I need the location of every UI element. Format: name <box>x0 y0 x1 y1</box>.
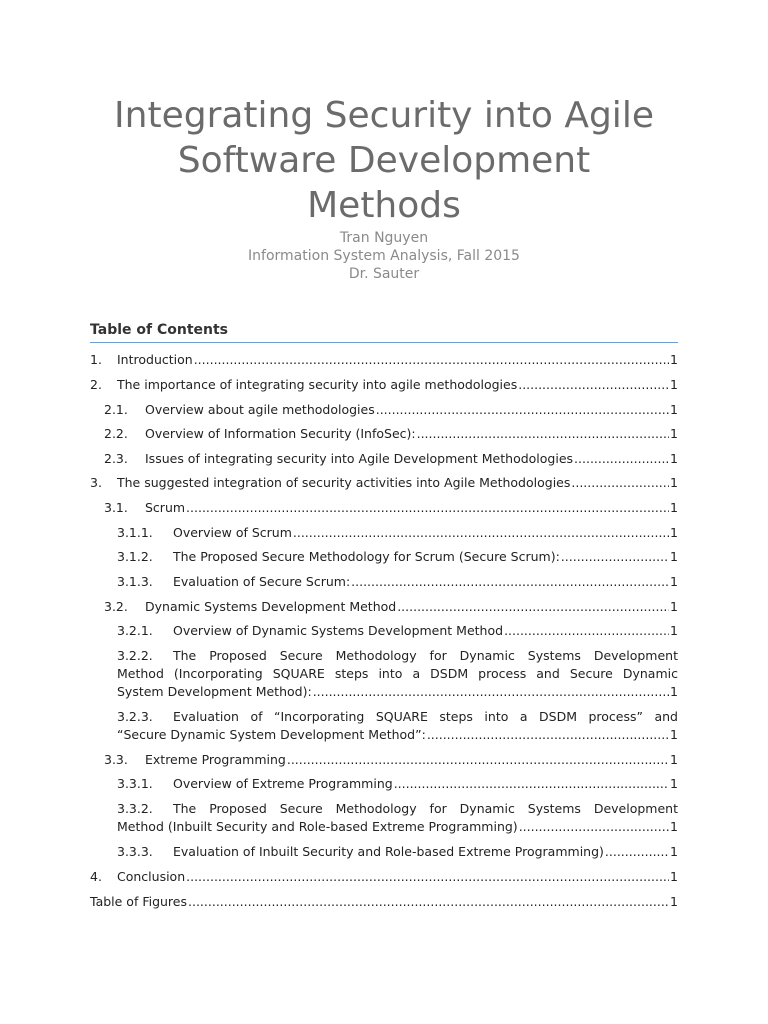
toc-entry-number: 3.1.3. <box>117 574 153 589</box>
toc-entry-3[interactable] <box>90 474 678 492</box>
toc-entry-number: 3.3.1. <box>117 776 153 791</box>
toc-leader <box>427 726 669 744</box>
toc-page-number: 1 <box>670 599 678 614</box>
toc-entry-3-1-2[interactable] <box>117 548 678 566</box>
toc-entry-text: Dynamic Systems Development Method <box>145 599 397 614</box>
toc-entry-text: The suggested integration of security activities into Agile Methodologies <box>117 475 571 490</box>
toc-entry-number: 2.3. <box>104 451 128 466</box>
toc-entry-3-1[interactable] <box>104 499 678 517</box>
toc-entry-line <box>117 708 678 726</box>
toc-entry-3-3[interactable] <box>104 751 678 769</box>
toc-page-number: 1 <box>670 402 678 417</box>
toc-leader <box>397 598 669 616</box>
toc-entry-number: 3.2.3. <box>117 709 153 724</box>
title-line-1: Integrating Security into Agile <box>114 95 654 136</box>
toc-entry-3-3-1[interactable] <box>117 775 678 793</box>
toc-entry-text: Table of Figures <box>90 894 187 909</box>
toc-entry-3-3-2[interactable] <box>117 800 678 836</box>
toc-entry-text: Overview about agile methodologies <box>145 402 375 417</box>
toc-entry-number: 2. <box>90 377 102 392</box>
instructor-name: Dr. Sauter <box>348 266 420 282</box>
toc-page-number: 1 <box>670 451 678 466</box>
toc-entry-number: 3.2.2. <box>117 648 153 663</box>
toc-entry-text: Scrum <box>145 500 186 515</box>
toc-entry-2-1[interactable] <box>104 401 678 419</box>
toc-leader <box>186 868 669 886</box>
toc-entry-text: The importance of integrating security into agile methodologies <box>117 377 518 392</box>
toc-heading: Table of Contents <box>90 322 678 343</box>
toc-page-number: 1 <box>670 352 678 367</box>
toc-leader <box>293 524 669 542</box>
title-line-3: Methods <box>307 185 461 226</box>
toc-entry-number: 2.1. <box>104 402 128 417</box>
toc-entry-2-3[interactable] <box>104 450 678 468</box>
toc-entry-line <box>117 818 678 836</box>
toc-page-number: 1 <box>670 844 678 859</box>
toc-page-number: 1 <box>670 525 678 540</box>
toc-entry-line <box>117 683 678 701</box>
toc-entry-number: 3.2.1. <box>117 623 153 638</box>
toc-entry-text: “Secure Dynamic System Development Method”: <box>117 727 426 742</box>
toc-leader <box>519 818 669 836</box>
toc-entry-3-1-3[interactable] <box>117 573 678 591</box>
title-line-2: Software Development <box>177 140 591 181</box>
toc-entry-number: 3.2. <box>104 599 128 614</box>
toc-entry-3-2-3[interactable] <box>117 708 678 744</box>
toc-entry-number: 3.1.2. <box>117 549 153 564</box>
toc-entry-3-2-1[interactable] <box>117 622 678 640</box>
document-title <box>60 93 708 228</box>
toc-page-number: 1 <box>670 426 678 441</box>
toc-entry-number: 1. <box>90 352 102 367</box>
toc-page-number: 1 <box>670 727 678 742</box>
toc-page-number: 1 <box>670 549 678 564</box>
toc-entry-table-of-figures[interactable] <box>90 893 678 911</box>
toc-entry-text: Overview of Information Security (InfoSec): <box>145 426 416 441</box>
toc-entry-text: The Proposed Secure Methodology for Dynamic Systems Development <box>173 801 678 816</box>
toc-entry-1[interactable] <box>90 351 678 369</box>
toc-leader <box>394 775 669 793</box>
toc-entry-text: Evaluation of Secure Scrum: <box>173 574 351 589</box>
toc-entry-text: Extreme Programming <box>145 752 286 767</box>
toc-page-number: 1 <box>670 752 678 767</box>
toc-entry-text: Method (Inbuilt Security and Role-based Extreme Programming) <box>117 819 518 834</box>
toc-leader <box>351 573 669 591</box>
toc-page-number: 1 <box>670 776 678 791</box>
toc-page-number: 1 <box>670 500 678 515</box>
toc-entry-text: The Proposed Secure Methodology for Dynamic Systems Development <box>173 648 678 663</box>
toc-entry-4[interactable] <box>90 868 678 886</box>
toc-leader <box>417 425 669 443</box>
toc-leader <box>188 893 669 911</box>
toc-page-number: 1 <box>670 623 678 638</box>
toc-leader <box>574 450 669 468</box>
toc-entry-2[interactable] <box>90 376 678 394</box>
toc-entry-number: 3.1. <box>104 500 128 515</box>
toc-entry-number: 3.3.3. <box>117 844 153 859</box>
toc-leader <box>186 499 669 517</box>
toc-entry-3-2[interactable] <box>104 598 678 616</box>
toc-leader <box>605 843 669 861</box>
author-name: Tran Nguyen <box>339 230 429 246</box>
toc-leader <box>504 622 669 640</box>
toc-entry-number: 3.1.1. <box>117 525 153 540</box>
toc-page-number: 1 <box>670 819 678 834</box>
toc-entry-number: 3.3.2. <box>117 801 153 816</box>
toc-leader <box>571 474 669 492</box>
toc-leader <box>194 351 669 369</box>
toc-page-number: 1 <box>670 869 678 884</box>
toc-entry-text: Introduction <box>117 352 193 367</box>
toc-entry-3-2-2[interactable] <box>117 647 678 701</box>
toc-entry-text: Conclusion <box>117 869 186 884</box>
toc-leader <box>561 548 669 566</box>
toc-entry-text: Method (Incorporating SQUARE steps into a DSDM process and Secure Dynamic <box>117 666 678 681</box>
toc-entry-3-1-1[interactable] <box>117 524 678 542</box>
toc-entry-number: 3.3. <box>104 752 128 767</box>
toc-entry-text: System Development Method): <box>117 684 312 699</box>
toc-entry-number: 3. <box>90 475 102 490</box>
toc-entry-line <box>117 726 678 744</box>
toc-entry-number: 2.2. <box>104 426 128 441</box>
toc-entry-text: Overview of Dynamic Systems Development Method <box>173 623 504 638</box>
toc-entry-line <box>117 647 678 665</box>
toc-leader <box>376 401 669 419</box>
toc-entry-text: Overview of Extreme Programming <box>173 776 393 791</box>
toc-entry-text: Issues of integrating security into Agile Development Methodologies <box>145 451 574 466</box>
toc-entry-line <box>117 800 678 818</box>
toc-entry-text: The Proposed Secure Methodology for Scrum (Secure Scrum): <box>173 549 560 564</box>
toc-entry-2-2[interactable] <box>104 425 678 443</box>
course-name: Information System Analysis, Fall 2015 <box>248 248 520 264</box>
toc-page-number: 1 <box>670 377 678 392</box>
toc-leader <box>313 683 669 701</box>
toc-entry-text: Overview of Scrum <box>173 525 292 540</box>
toc-page-number: 1 <box>670 574 678 589</box>
toc-entry-text: Evaluation of “Incorporating SQUARE steps into a DSDM process” and <box>173 709 678 724</box>
toc-page-number: 1 <box>670 684 678 699</box>
toc-entry-3-3-3[interactable] <box>117 843 678 861</box>
toc-page-number: 1 <box>670 475 678 490</box>
toc-entry-text: Evaluation of Inbuilt Security and Role-based Extreme Programming) <box>173 844 604 859</box>
toc-leader <box>287 751 669 769</box>
toc-entry-number: 4. <box>90 869 102 884</box>
toc-page-number: 1 <box>670 894 678 909</box>
toc-leader <box>518 376 669 394</box>
